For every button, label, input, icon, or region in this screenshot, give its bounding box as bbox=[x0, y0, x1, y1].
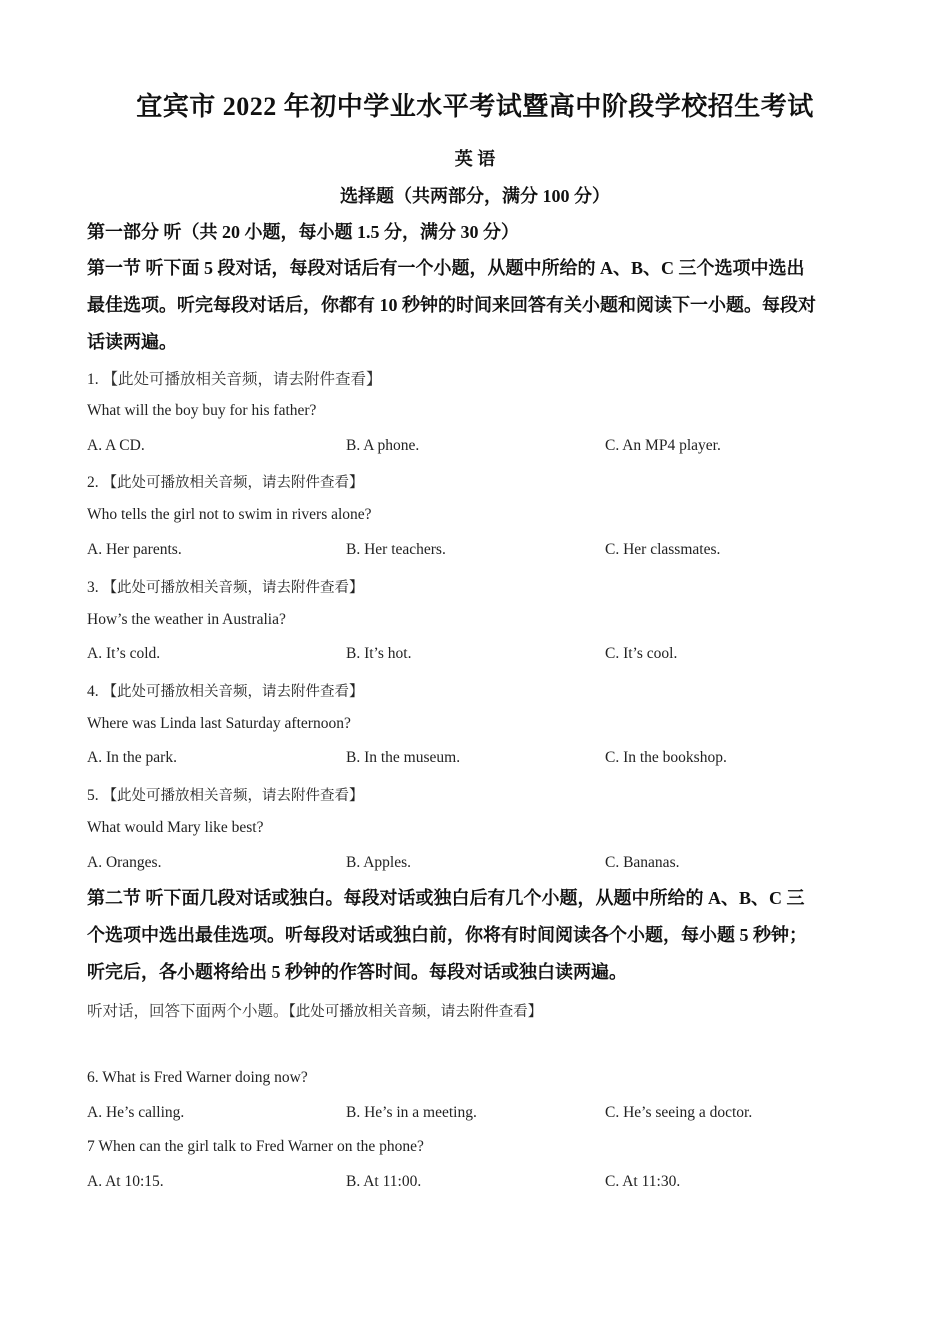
audio-placeholder: 【此处可播放相关音频，请去附件查看】 bbox=[102, 788, 364, 804]
section2-instructions bbox=[87, 880, 867, 991]
section1-instructions bbox=[87, 250, 867, 361]
section1-line: 最佳选项。听完每段对话后，你都有 10 秒钟的时间来回答有关小题和阅读下一小题。每段对 bbox=[87, 295, 816, 315]
option-a: A. Oranges. bbox=[87, 854, 162, 871]
option-b: B. It’s hot. bbox=[346, 645, 412, 662]
question-6-text: 6. What is Fred Warner doing now? bbox=[87, 1069, 308, 1086]
option-a: A. A CD. bbox=[87, 437, 145, 454]
audio-placeholder: 【此处可播放相关音频，请去附件查看】 bbox=[102, 580, 364, 596]
question-1-text: What will the boy buy for his father? bbox=[87, 402, 317, 419]
question-number: 2. bbox=[87, 474, 99, 491]
question-number: 4. bbox=[87, 683, 99, 700]
question-2-audio-line bbox=[87, 471, 364, 492]
dialogue-instruction-line bbox=[87, 999, 542, 1021]
option-a: A. At 10:15. bbox=[87, 1173, 164, 1190]
section2-line: 个选项中选出最佳选项。听每段对话或独白前，你将有时间阅读各个小题，每小题 5 秒钟； bbox=[87, 925, 807, 945]
question-4-audio-line bbox=[87, 680, 364, 701]
option-a: A. It’s cold. bbox=[87, 645, 161, 662]
question-4-text: Where was Linda last Saturday afternoon? bbox=[87, 715, 351, 732]
subject-heading: 英 语 bbox=[454, 149, 496, 169]
question-6-options bbox=[87, 1104, 867, 1126]
question-7-options bbox=[87, 1173, 867, 1195]
scoring-note: 选择题（共两部分，满分 100 分） bbox=[340, 186, 610, 206]
section2-line: 听完后，各小题将给出 5 秒钟的作答时间。每段对话或独白读两遍。 bbox=[87, 962, 627, 982]
question-number: 1. bbox=[87, 371, 99, 388]
option-b: B. In the museum. bbox=[346, 749, 461, 766]
audio-placeholder: 【此处可播放相关音频，请去附件查看】 bbox=[288, 1004, 543, 1020]
dialogue-instruction: 听对话，回答下面两个小题。 bbox=[87, 1003, 289, 1020]
question-1-audio-line bbox=[87, 367, 382, 389]
section2-line: 第二节 听下面几段对话或独白。每段对话或独白后有几个小题，从题中所给的 A、B、C 三 bbox=[87, 888, 805, 908]
option-b: B. At 11:00. bbox=[346, 1173, 422, 1190]
question-2-text: Who tells the girl not to swim in rivers alone? bbox=[87, 506, 372, 523]
option-c: C. An MP4 player. bbox=[605, 437, 721, 454]
audio-placeholder: 【此处可播放相关音频，请去附件查看】 bbox=[102, 684, 364, 700]
question-7-text: 7 When can the girl talk to Fred Warner on the phone? bbox=[87, 1138, 424, 1155]
question-5-audio-line bbox=[87, 784, 364, 805]
question-3-audio-line bbox=[87, 576, 364, 597]
option-c: C. It’s cool. bbox=[605, 645, 678, 662]
question-3-text: How’s the weather in Australia? bbox=[87, 611, 286, 628]
option-c: C. In the bookshop. bbox=[605, 749, 727, 766]
option-a: A. In the park. bbox=[87, 749, 177, 766]
question-number: 5. bbox=[87, 787, 99, 804]
question-2-options bbox=[87, 541, 867, 563]
question-1-options bbox=[87, 437, 867, 459]
option-b: B. Her teachers. bbox=[346, 541, 446, 558]
option-a: A. Her parents. bbox=[87, 541, 182, 558]
question-5-options bbox=[87, 854, 867, 876]
question-number: 3. bbox=[87, 579, 99, 596]
option-c: C. He’s seeing a doctor. bbox=[605, 1104, 753, 1121]
option-c: C. At 11:30. bbox=[605, 1173, 681, 1190]
question-4-options bbox=[87, 749, 867, 771]
option-a: A. He’s calling. bbox=[87, 1104, 185, 1121]
option-b: B. A phone. bbox=[346, 437, 420, 454]
audio-placeholder: 【此处可播放相关音频，请去附件查看】 bbox=[102, 371, 382, 388]
option-c: C. Bananas. bbox=[605, 854, 680, 871]
option-b: B. He’s in a meeting. bbox=[346, 1104, 477, 1121]
exam-title: 宜宾市 2022 年初中学业水平考试暨高中阶段学校招生考试 bbox=[136, 92, 814, 121]
section1-line: 第一节 听下面 5 段对话，每段对话后有一个小题，从题中所给的 A、B、C 三个选项中选出 bbox=[87, 258, 805, 278]
question-5-text: What would Mary like best? bbox=[87, 819, 264, 836]
section1-line: 话读两遍。 bbox=[87, 332, 177, 352]
question-3-options bbox=[87, 645, 867, 667]
part1-heading: 第一部分 听（共 20 小题，每小题 1.5 分，满分 30 分） bbox=[87, 222, 519, 242]
audio-placeholder: 【此处可播放相关音频，请去附件查看】 bbox=[102, 475, 364, 491]
option-c: C. Her classmates. bbox=[605, 541, 721, 558]
option-b: B. Apples. bbox=[346, 854, 412, 871]
